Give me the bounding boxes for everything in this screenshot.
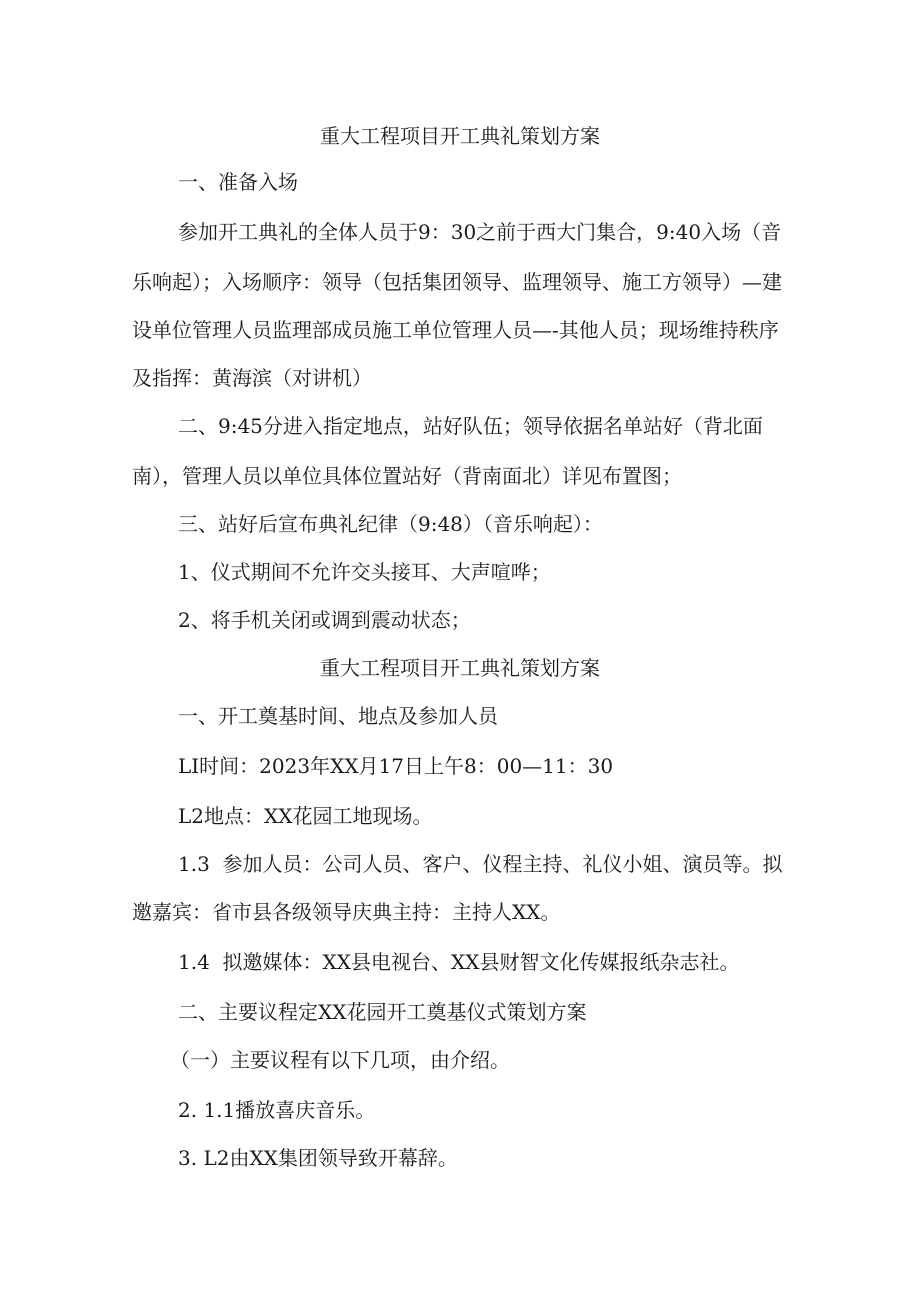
paragraph-line: 1.4 拟邀媒体：XX县电视台、XX县财智文化传媒报纸杂志社。 (178, 950, 740, 974)
section-heading: 二、主要议程定XX花园开工奠基仪式策划方案 (178, 1000, 587, 1024)
document-title: 重大工程项目开工典礼策划方案 (320, 656, 600, 680)
document-title: 重大工程项目开工典礼策划方案 (320, 124, 600, 148)
paragraph-line: L2地点：XX花园工地现场。 (178, 804, 433, 828)
list-item: 2、将手机关闭或调到震动状态； (178, 608, 471, 632)
list-item: 2. 1.1播放喜庆音乐。 (178, 1098, 376, 1122)
list-item: 3. L2由XX集团领导致开幕辞。 (178, 1146, 458, 1170)
paragraph-line: 三、站好后宣布典礼纪律（9:48）（音乐响起）： (178, 512, 603, 536)
paragraph-line: 南），管理人员以单位具体位置站好（背南面北）详见布置图； (132, 464, 682, 488)
section-heading: 一、准备入场 (178, 170, 298, 194)
paragraph-line: 参加开工典礼的全体人员于9：30之前于西大门集合，9:40入场（音 (178, 220, 782, 244)
paragraph-line: LI时间：2023年XX月17日上午8：00—11：30 (178, 754, 614, 778)
paragraph-line: 二、9:45分进入指定地点，站好队伍；领导依据名单站好（背北面 (178, 414, 763, 438)
paragraph-line: 及指挥：黄海滨（对讲机） (132, 366, 372, 390)
paragraph-line: 1.3 参加人员：公司人员、客户、仪程主持、礼仪小姐、演员等。拟 (178, 852, 783, 876)
paragraph-line: 设单位管理人员监理部成员施工单位管理人员—-其他人员；现场维持秩序 (132, 318, 779, 342)
paragraph-line: （一）主要议程有以下几项，由介绍。 (170, 1048, 510, 1072)
list-item: 1、仪式期间不允许交头接耳、大声喧哗； (178, 560, 551, 584)
section-heading: 一、开工奠基时间、地点及参加人员 (178, 704, 498, 728)
paragraph-line: 乐响起）；入场顺序：领导（包括集团领导、监理领导、施工方领导）—建 (132, 270, 782, 294)
paragraph-line: 邀嘉宾：省市县各级领导庆典主持：主持人XX。 (132, 900, 561, 924)
